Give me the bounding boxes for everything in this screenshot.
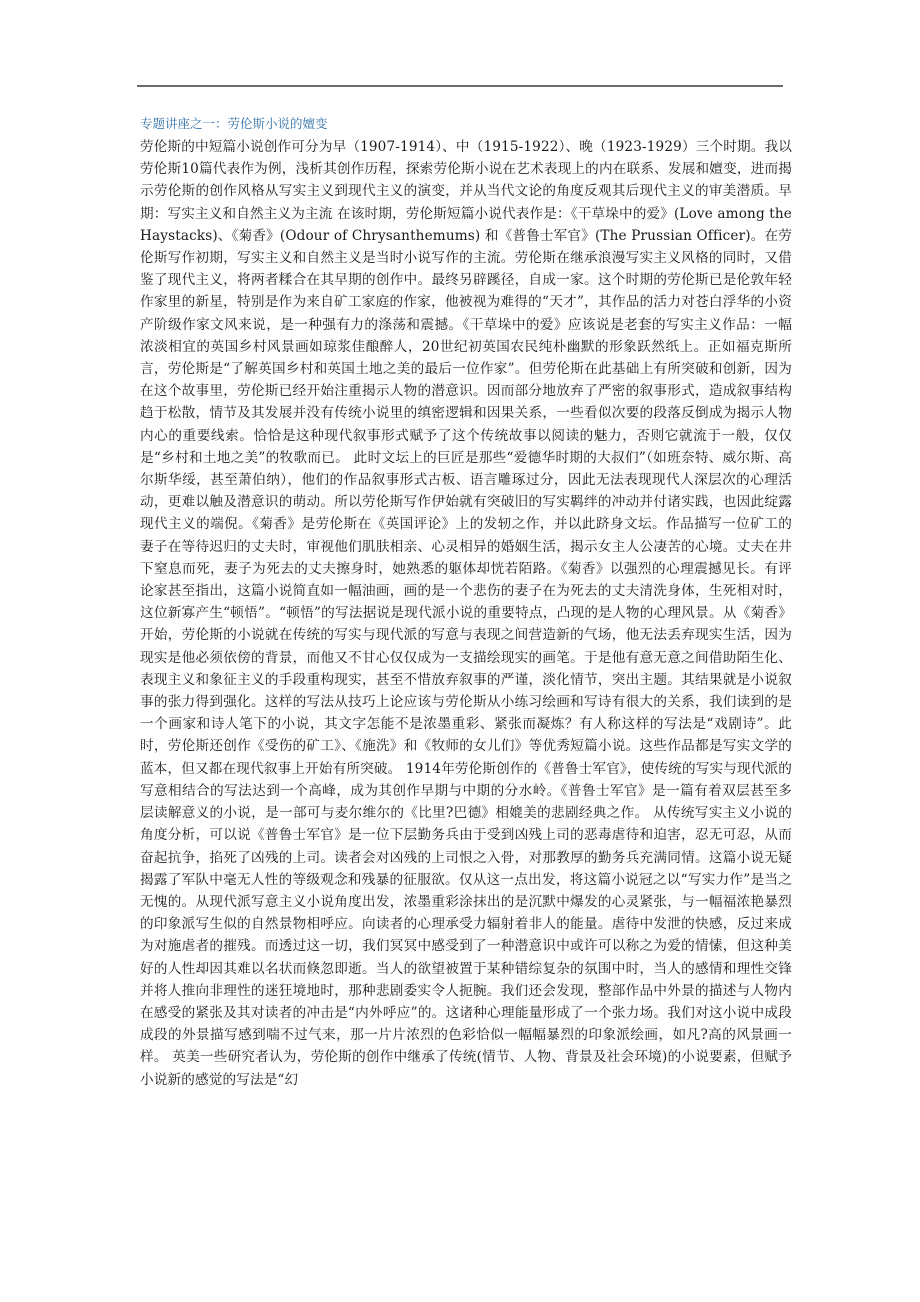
document-content: [140, 114, 792, 1091]
section-title: 专题讲座之一：劳伦斯小说的嬗变: [140, 116, 328, 131]
body-paragraph: 劳伦斯的中短篇小说创作可分为早（1907-1914）、中（1915-1922）、晚（1923-1929）三个时期。我以劳伦斯10篇代表作为例，浅析其创作历程，探索劳伦斯小说在艺术表现上的内在联系、发展和嬗变，进而揭示劳伦斯的创作风格从写实主义到现代主义的演变，并从当代文论的角度反观其后现代主义的审美潜质。早期：写实主义和自然主义为主流 在该时期，劳伦斯短篇小说代表作是：《干草垛中的爱》(Love among the Haystacks)、《菊香》(Odour of Chrysanthemums) 和《普鲁士军官》(The Prussian Officer)。在劳伦斯写作初期，写实主义和自然主义是当时小说写作的主流。劳伦斯在继承浪漫写实主义风格的同时，又借鉴了现代主义，将两者糅合在其早期的创作中。最终另辟蹊径，自成一家。这个时期的劳伦斯已是伦敦年轻作家里的新星，特别是作为来自矿工家庭的作家，他被视为难得的“天才”，其作品的活力对苍白浮华的小资产阶级作家文风来说，是一种强有力的涤荡和震撼。《干草垛中的爱》应该说是老套的写实主义作品：一幅浓淡相宜的英国乡村风景画如琼浆佳酿醉人，20世纪初英国农民纯朴幽默的形象跃然纸上。正如福克斯所言，劳伦斯是“了解英国乡村和英国土地之美的最后一位作家”。但劳伦斯在此基础上有所突破和创新，因为在这个故事里，劳伦斯已经开始注重揭示人物的潜意识。因而部分地放弃了严密的叙事形式，造成叙事结构趋于松散，情节及其发展并没有传统小说里的缜密逻辑和因果关系，一些看似次要的段落反倒成为揭示人物内心的重要线索。恰恰是这种现代叙事形式赋予了这个传统故事以阅读的魅力，否则它就流于一般，仅仅是“乡村和土地之美”的牧歌而已。 此时文坛上的巨匠是那些“爱德华时期的大叔们”（如班奈特、威尔斯、高尔斯华绥，甚至萧伯纳），他们的作品叙事形式古板、语言雕琢过分，因此无法表现现代人深层次的心理活动，更难以触及潜意识的萌动。所以劳伦斯写作伊始就有突破旧的写实羁绊的冲动并付诸实践，也因此绽露现代主义的端倪。《菊香》是劳伦斯在《英国评论》上的发轫之作，并以此跻身文坛。作品描写一位矿工的妻子在等待迟归的丈夫时，审视他们肌肤相亲、心灵相异的婚姻生活，揭示女主人公凄苦的心境。丈夫在井下窒息而死，妻子为死去的丈夫擦身时，她熟悉的躯体却恍若陌路。《菊香》以强烈的心理震撼见长。有评论家甚至指出，这篇小说简直如一幅油画，画的是一个悲伤的妻子在为死去的丈夫清洗身体，生死相对时，这位新寡产生“顿悟”。“顿悟”的写法据说是现代派小说的重要特点，凸现的是人物的心理风景。从《菊香》开始，劳伦斯的小说就在传统的写实与现代派的写意与表现之间营造新的气场，他无法丢弃现实生活，因为现实是他必须依傍的背景，而他又不甘心仅仅成为一支描绘现实的画笔。于是他有意无意之间借助陌生化、表现主义和象征主义的手段重构现实，甚至不惜放弃叙事的严谨，淡化情节，突出主题。其结果就是小说叙事的张力得到强化。这样的写法从技巧上论应该与劳伦斯从小练习绘画和写诗有很大的关系，我们读到的是一个画家和诗人笔下的小说，其文字怎能不是浓墨重彩、紧张而凝炼？有人称这样的写法是“戏剧诗”。此时，劳伦斯还创作《受伤的矿工》、《施洗》和《牧师的女儿们》等优秀短篇小说。这些作品都是写实文学的蓝本，但又都在现代叙事上开始有所突破。 1914年劳伦斯创作的《普鲁士军官》，使传统的写实与现代派的写意相结合的写法达到一个高峰，成为其创作早期与中期的分水岭。《普鲁士军官》是一篇有着双层甚至多层读解意义的小说，是一部可与麦尔维尔的《比里?巴德》相媲美的悲剧经典之作。 从传统写实主义小说的角度分析，可以说《普鲁士军官》是一位下层勤务兵由于受到凶残上司的恶毒虐待和迫害，忍无可忍，从而奋起抗争，掐死了凶残的上司。读者会对凶残的上司恨之入骨，对那教厚的勤务兵充满同情。这篇小说无疑揭露了军队中毫无人性的等级观念和残暴的征服欲。仅从这一点出发，将这篇小说冠之以“写实力作”是当之无愧的。从现代派写意主义小说角度出发，浓墨重彩涂抹出的是沉默中爆发的心灵紧张，与一幅福浓艳暴烈的印象派写生似的自然景物相呼应。向读者的心理承受力辐射着非人的能量。虐待中发泄的快感，反过来成为对施虐者的摧残。而透过这一切，我们冥冥中感受到了一种潜意识中或许可以称之为爱的情愫，但这种美好的人性却因其难以名状而倏忽即逝。当人的欲望被置于某种错综复杂的氛围中时，当人的感情和理性交锋并将人推向非理性的迷狂境地时，那种悲剧委实令人扼腕。我们还会发现，整部作品中外景的描述与人物内在感受的紧张及其对读者的冲击是“内外呼应”的。这诸种心理能量形成了一个张力场。我们对这小说中成段成段的外景描写感到喘不过气来，那一片片浓烈的色彩恰似一幅幅暴烈的印象派绘画，如凡?高的风景画一样。 英美一些研究者认为，劳伦斯的创作中继承了传统(情节、人物、背景及社会环境)的小说要素，但赋予小说新的感觉的写法是“幻: [140, 139, 792, 1088]
header-rule: [137, 85, 783, 87]
